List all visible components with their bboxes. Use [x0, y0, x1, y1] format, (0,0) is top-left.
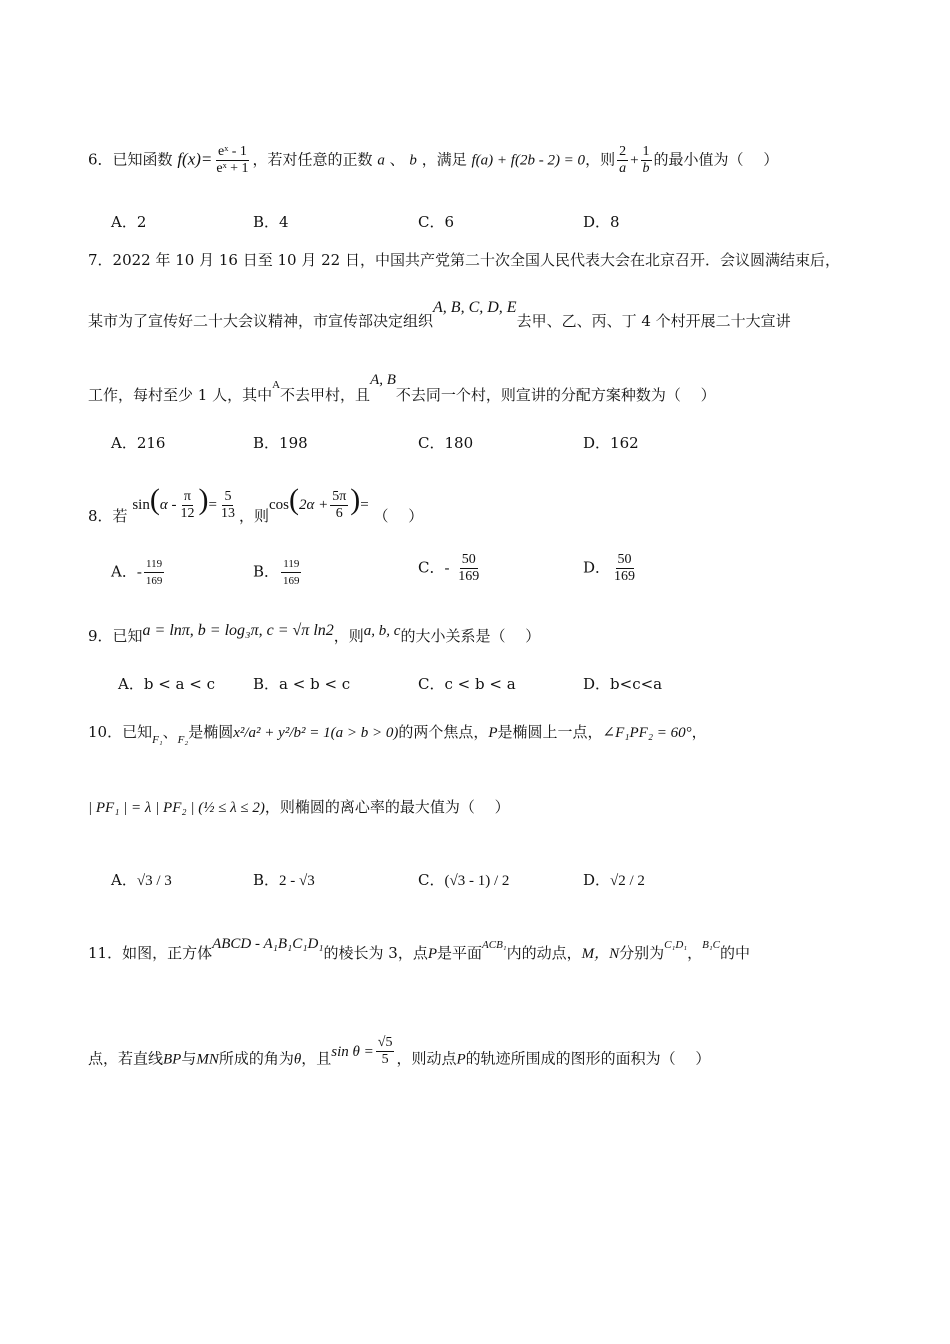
q10-line2: | PF₁ | = λ | PF₂ | (½ ≤ λ ≤ 2)，则椭圆的离心率的最大值为（ ）: [88, 798, 510, 816]
q6-func-frac: $\frac{\text{eˣ - 1}}{\text{eˣ + 1}}$: [216, 144, 249, 176]
q7-option-b[interactable]: B．198: [253, 434, 308, 452]
q7-option-a[interactable]: A．216: [111, 434, 166, 452]
q9-expression: a = lnπ, b = log₃π, c = √π ln2: [142, 622, 334, 639]
q10-option-a[interactable]: A．√3 / 3: [111, 871, 172, 889]
q11-cube: ABCD - A₁B₁C₁D₁: [212, 936, 324, 952]
q10-option-c[interactable]: C．(√3 - 1) / 2: [418, 871, 510, 889]
q11-line1: 11．如图，正方体ABCD - A₁B₁C₁D₁的棱长为 3，点P是平面$^{ACB_1}$内的动点，M，N分别为$^{C_1D_1}$，$^{B_1C}$的中: [88, 936, 751, 962]
q7-line3: 工作，每村至少 1 人，其中$^A$不去甲村，且A, B不去同一个村，则宣讲的分配方案种数为（ ）: [88, 372, 716, 404]
q10-option-d[interactable]: D．√2 / 2: [583, 871, 645, 889]
q7-line2: 某市为了宣传好二十大会议精神，市宣传部决定组织A, B, C, D, E去甲、乙、丙、丁 4 个村开展二十大宣讲: [88, 299, 791, 330]
q6-option-a[interactable]: A．2: [111, 213, 147, 231]
q10-line1: 10．已知$_{F_1}$、$_{F_2}$是椭圆x²/a² + y²/b² = 1(a > b > 0)的两个焦点，P是椭圆上一点，∠F₁PF₂ = 60°，: [88, 723, 707, 746]
q6-option-b[interactable]: B．4: [253, 213, 289, 231]
q8-option-c[interactable]: C．- $\frac{50}{169}$: [418, 552, 480, 584]
q6-condition: f(a) + f(2b - 2) = 0: [471, 152, 586, 169]
question-8: 8．若 sin(α - $\frac{\pi}{12}$ )= $\frac{5}{13}$ ，则cos(2α + $\frac{5\pi}{6}$ )= （ ）: [88, 483, 424, 525]
q8-option-a[interactable]: A．- $\frac{119}{169}$: [111, 558, 163, 587]
q7-option-c[interactable]: C．180: [418, 434, 474, 452]
q8-option-b[interactable]: B． $\frac{119}{169}$: [253, 558, 300, 587]
q9-option-c[interactable]: C．c < b < a: [418, 675, 516, 693]
q11-line2: 点，若直线BP与MN所成的角为θ，且sin θ = $\frac{√5}{5}$ ，则动点P的轨迹所围成的图形的面积为（ ）: [88, 1035, 711, 1068]
question-9: 9．已知a = lnπ, b = log₃π, c = √π ln2，则a, b, c的大小关系是（ ）: [88, 622, 541, 645]
q6-func: f(x)=: [177, 149, 213, 169]
q6-option-c[interactable]: C．6: [418, 213, 455, 231]
q8-option-d[interactable]: D． $\frac{50}{169}$: [583, 552, 636, 584]
q6-option-d[interactable]: D．8: [583, 213, 620, 231]
q10-ellipse-equation: x²/a² + y²/b² = 1(a > b > 0): [233, 725, 399, 741]
q6-prefix: 6．已知函数: [88, 150, 173, 169]
q9-option-b[interactable]: B．a < b < c: [253, 675, 351, 693]
q7-line1: 7．2022 年 10 月 16 日至 10 月 22 日，中国共产党第二十次全国人民代表大会在北京召开．会议圆满结束后，: [88, 251, 840, 269]
q7-option-d[interactable]: D．162: [583, 434, 639, 452]
q9-option-a[interactable]: A．b < a < c: [118, 675, 215, 693]
q10-option-b[interactable]: B．2 - √3: [253, 871, 315, 889]
question-6: 6．已知函数 f(x)= $\frac{\text{eˣ - 1}}{\text{eˣ + 1}}$ ，若对任意的正数 a 、 b ，满足 f(a) + f(2b - 2) = 0，则 $\frac{2}{a}$ + $\frac{1}{b}$ 的最小值为（ ）: [88, 144, 779, 176]
q9-option-d[interactable]: D．b<c<a: [583, 675, 663, 693]
